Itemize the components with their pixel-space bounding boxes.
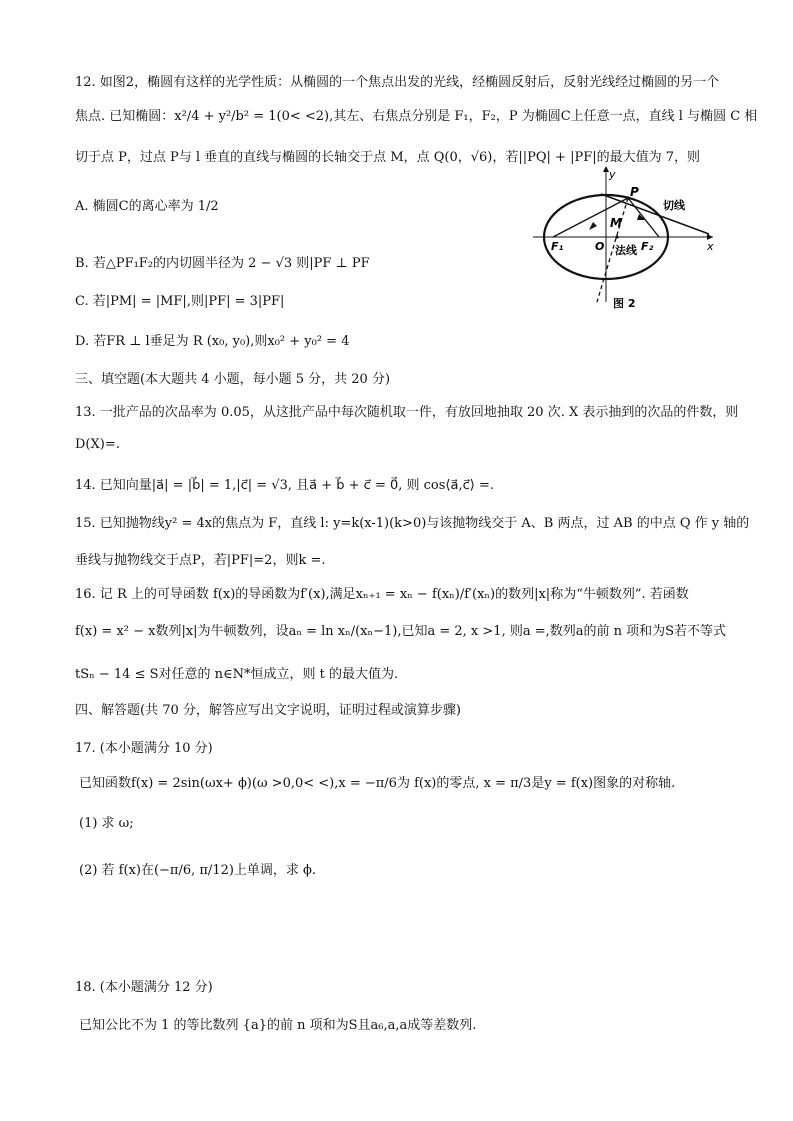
label-tangent: 切线 xyxy=(663,199,685,212)
question-14: 14. 已知向量|a⃗| = |b⃗| = 1,|c⃗| = √3, 且a⃗ + b⃗ + c⃗ = 0⃗, 则 cos⟨a⃗,c⃗⟩ =. xyxy=(75,478,494,493)
ray-arrow-1 xyxy=(589,222,597,230)
q12-line-3: 切于点 P，过点 P与 l 垂直的直线与椭圆的长轴交于点 M，点 Q(0，√6)，若||PQ| + |PF|的最大值为 7，则 xyxy=(75,150,701,165)
label-o: O xyxy=(595,240,605,253)
q12-line-2: 焦点. 已知椭圆：x²/4 + y²/b² = 1(0< <2),其左、右焦点分别是 F₁，F₂，P 为椭圆C上任意一点，直线 l 与椭圆 C 相 xyxy=(75,109,758,124)
q13-line-1: 13. 一批产品的次品率为 0.05，从这批产品中每次随机取一件，有放回地抽取 20 次. X 表示抽到的次品的件数，则 xyxy=(75,405,739,420)
figure-caption: 图 2 xyxy=(613,297,636,310)
label-x: x xyxy=(707,240,714,253)
q18-stem: 已知公比不为 1 的等比数列 {a}的前 n 项和为S且a₆,a,a成等差数列. xyxy=(79,1018,477,1033)
q15-line-2: 垂线与抛物线交于点P，若|PF|=2，则k =. xyxy=(75,553,326,568)
q17-part-1: (1) 求 ω; xyxy=(79,816,134,831)
q13-line-2: D(X)=. xyxy=(75,437,120,452)
label-y: y xyxy=(609,168,616,181)
section-4-heading: 四、解答题(共 70 分，解答应写出文字说明，证明过程或演算步骤) xyxy=(75,703,461,718)
q17-stem: 已知函数f(x) = 2sin(ωx+ ϕ)(ω >0,0< <),x = −π/6为 f(x)的零点, x = π/3是y = f(x)图象的对称轴. xyxy=(79,776,676,791)
q16-line-1: 16. 记 R 上的可导函数 f(x)的导函数为f′(x),满足xₙ₊₁ = xₙ − f(xₙ)/f′(xₙ)的数列|x|称为“牛顿数列”. 若函数 xyxy=(75,587,689,602)
q16-line-3: tSₙ − 14 ≤ S对任意的 n∈N*恒成立，则 t 的最大值为. xyxy=(75,667,399,682)
q18-title: 18. (本小题满分 12 分) xyxy=(75,980,213,995)
q15-line-1: 15. 已知抛物线y² = 4x的焦点为 F，直线 l: y=k(x-1)(k>0)与该抛物线交于 A、B 两点，过 AB 的中点 Q 作 y 轴的 xyxy=(75,516,750,531)
q12-option-d: D. 若FR ⊥ l垂足为 R (x₀, y₀),则x₀² + y₀² = 4 xyxy=(75,334,350,349)
label-p: P xyxy=(630,185,639,199)
q16-line-2: f(x) = x² − x数列|x|为牛顿数列，设aₙ = ln xₙ/(xₙ−1),已知a = 2, x >1, 则a =,数列a的前 n 项和为S若不等式 xyxy=(75,624,727,639)
label-normal: 法线 xyxy=(615,244,637,257)
label-f2: F₂ xyxy=(641,240,654,253)
label-f1: F₁ xyxy=(551,240,564,253)
q12-option-c: C. 若|PM| = |MF|,则|PF| = 3|PF| xyxy=(75,294,285,309)
label-m: M xyxy=(610,216,622,230)
point-m xyxy=(615,235,618,238)
ellipse-figure xyxy=(531,162,727,310)
q17-title: 17. (本小题满分 10 分) xyxy=(75,741,213,756)
q12-line-1: 12. 如图2，椭圆有这样的光学性质：从椭圆的一个焦点出发的光线，经椭圆反射后，反射光线经过椭圆的另一个 xyxy=(75,75,720,90)
q17-part-2: (2) 若 f(x)在(−π/6, π/12)上单调，求 ϕ. xyxy=(79,863,317,878)
section-3-heading: 三、填空题(本大题共 4 小题，每小题 5 分，共 20 分) xyxy=(75,372,391,387)
q12-option-a: A. 椭圆C的离心率为 1/2 xyxy=(75,199,219,214)
q12-option-b: B. 若△PF₁F₂的内切圆半径为 2 − √3 则|PF ⊥ PF xyxy=(75,256,370,271)
